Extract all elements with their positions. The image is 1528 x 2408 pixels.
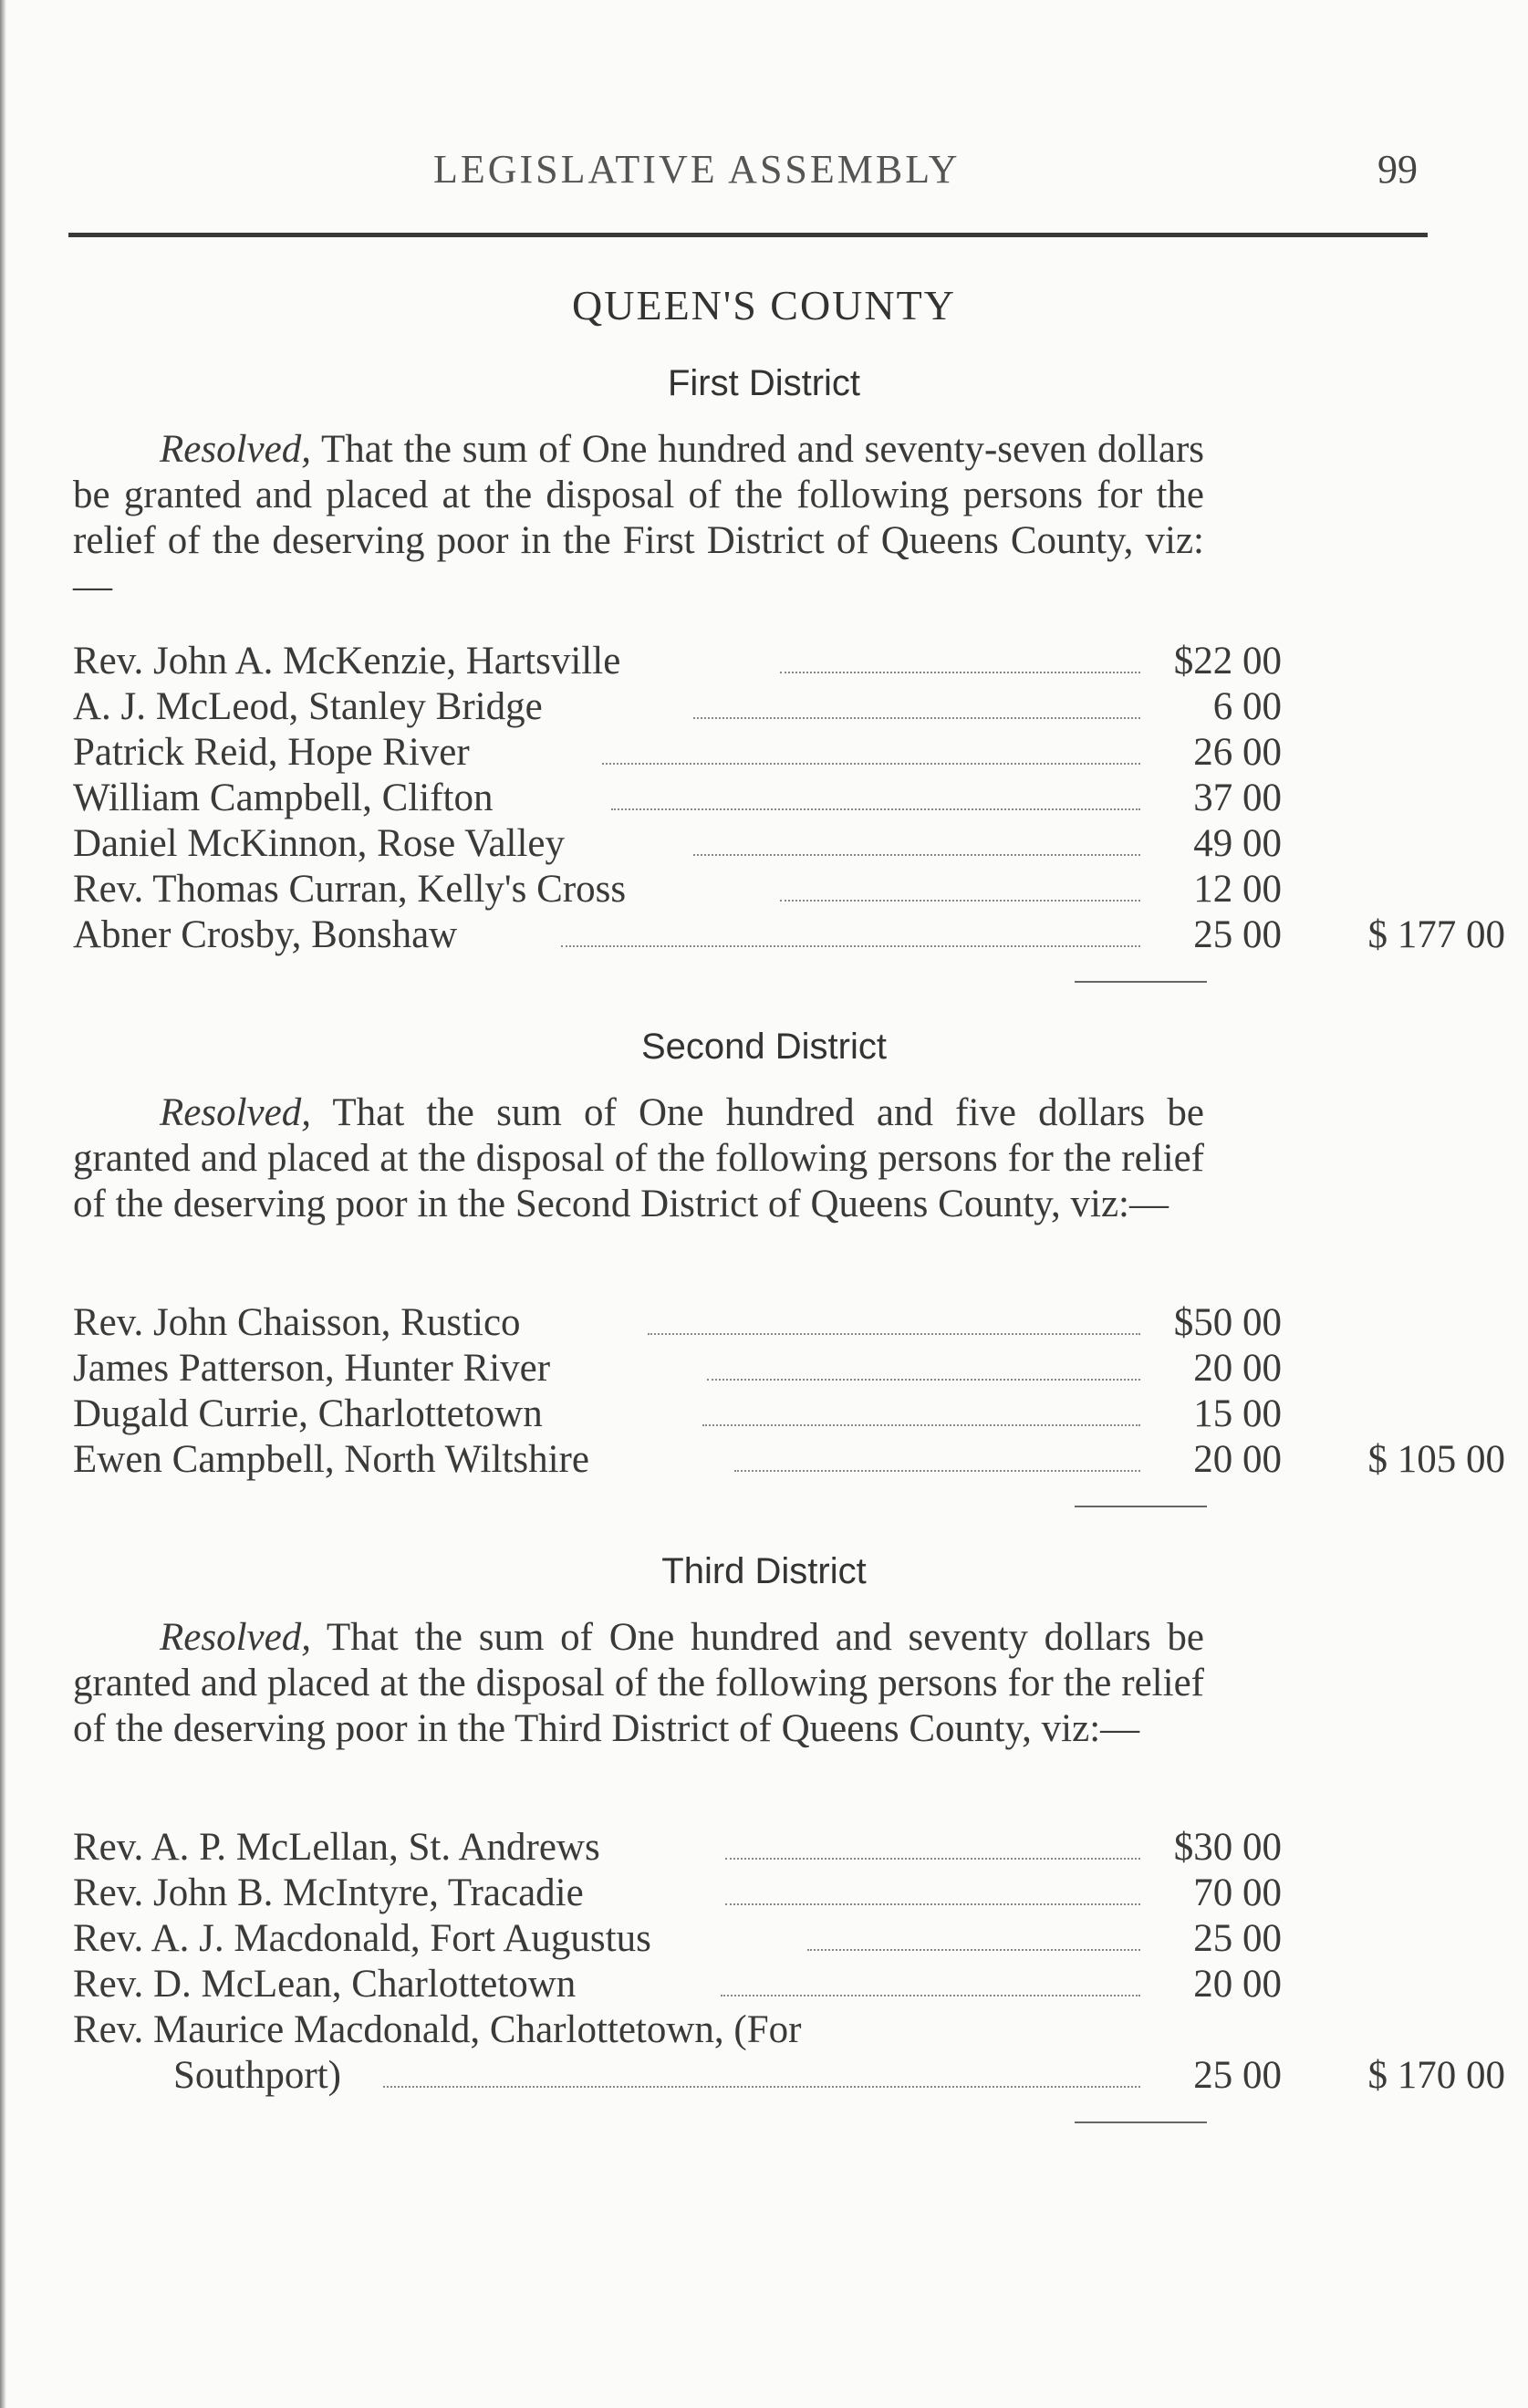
grant-recipient: Rev. John A. McKenzie, Hartsville xyxy=(73,640,621,683)
grant-amount: 12 00 xyxy=(1193,868,1282,911)
grant-recipient: Rev. Maurice Macdonald, Charlottetown, (For xyxy=(73,2008,802,2051)
table-row xyxy=(73,684,1441,730)
header-rule xyxy=(68,233,1428,237)
grant-amount: 26 00 xyxy=(1193,731,1282,774)
subtotal-rule xyxy=(1075,2121,1207,2123)
grant-amount: 15 00 xyxy=(1193,1392,1282,1435)
table-row xyxy=(73,1346,1441,1392)
table-row xyxy=(73,1916,1441,1962)
table-row xyxy=(73,821,1441,867)
page-number: 99 xyxy=(1377,147,1418,192)
grant-amount: 6 00 xyxy=(1212,685,1282,728)
table-row xyxy=(73,1825,1441,1871)
table-row xyxy=(73,867,1441,912)
dot-leader xyxy=(693,854,1140,856)
table-row xyxy=(73,730,1441,776)
grant-amount: 25 00 xyxy=(1193,913,1282,956)
grant-amount: 25 00 xyxy=(1193,2054,1282,2097)
resolution-text: That the sum of One hundred and five dollars be granted and placed at the disposal of the following persons for the relief of the deserving poor in the Second District of Queens County, viz:— xyxy=(73,1091,1204,1225)
grant-recipient: Abner Crosby, Bonshaw xyxy=(73,913,458,956)
dot-leader xyxy=(602,763,1140,765)
grant-recipient-continuation: Southport) xyxy=(173,2054,341,2097)
subtotal-rule xyxy=(1075,1506,1207,1507)
grant-recipient: Dugald Currie, Charlottetown xyxy=(73,1392,543,1435)
grant-amount: 37 00 xyxy=(1193,777,1282,819)
resolution-paragraph xyxy=(73,427,1204,610)
grant-amount: 20 00 xyxy=(1193,1438,1282,1481)
dot-leader xyxy=(707,1379,1140,1381)
district-title: First District xyxy=(667,363,861,403)
dot-leader xyxy=(383,2086,1140,2088)
grant-amount: 49 00 xyxy=(1193,822,1282,865)
dot-leader xyxy=(611,808,1140,810)
grant-recipient: Rev. D. McLean, Charlottetown xyxy=(73,1963,577,2006)
dot-leader xyxy=(693,717,1140,719)
dot-leader xyxy=(648,1333,1140,1335)
table-row xyxy=(73,1392,1441,1437)
district-title: Second District xyxy=(641,1027,887,1067)
grant-recipient: Daniel McKinnon, Rose Valley xyxy=(73,822,566,865)
district-title: Third District xyxy=(661,1551,867,1591)
grant-amount: 70 00 xyxy=(1193,1871,1282,1914)
grant-amount: $22 00 xyxy=(1173,640,1282,683)
county-title: QUEEN'S COUNTY xyxy=(572,282,956,328)
grant-amount: $50 00 xyxy=(1173,1301,1282,1344)
resolution-lead: Resolved, xyxy=(160,1091,311,1134)
resolution-paragraph xyxy=(73,1615,1204,1752)
table-row xyxy=(73,912,1505,958)
table-row xyxy=(73,639,1441,684)
grant-amount: 20 00 xyxy=(1193,1963,1282,2006)
district-total: $ 177 00 xyxy=(1367,913,1505,956)
district-total: $ 105 00 xyxy=(1367,1438,1505,1481)
table-row xyxy=(73,2053,1505,2099)
grant-recipient: Ewen Campbell, North Wiltshire xyxy=(73,1438,589,1481)
grant-recipient: James Patterson, Hunter River xyxy=(73,1347,551,1390)
resolution-lead: Resolved, xyxy=(160,428,311,471)
dot-leader xyxy=(702,1424,1140,1426)
resolution-lead: Resolved, xyxy=(160,1616,311,1659)
district-total: $ 170 00 xyxy=(1367,2054,1505,2097)
page-header xyxy=(0,137,1528,201)
grant-recipient: A. J. McLeod, Stanley Bridge xyxy=(73,685,543,728)
resolution-text: That the sum of One hundred and seventy-seven dollars be granted and placed at the disposal of the following persons for the relief of the deserving poor in the First District of Queens County, viz:— xyxy=(73,428,1204,608)
grant-recipient: Rev. Thomas Curran, Kelly's Cross xyxy=(73,868,627,911)
running-title: LEGISLATIVE ASSEMBLY xyxy=(433,147,961,192)
table-row xyxy=(73,1437,1505,1483)
grant-amount: 20 00 xyxy=(1193,1347,1282,1390)
grant-recipient: Patrick Reid, Hope River xyxy=(73,731,470,774)
subtotal-rule xyxy=(1075,981,1207,983)
grant-recipient: William Campbell, Clifton xyxy=(73,777,494,819)
table-row xyxy=(73,776,1441,821)
page-binding-edge xyxy=(0,0,6,2408)
table-row xyxy=(73,2007,1441,2053)
resolution-paragraph xyxy=(73,1090,1204,1227)
table-row xyxy=(73,1871,1441,1916)
table-row xyxy=(73,1962,1441,2007)
dot-leader xyxy=(561,945,1140,947)
grant-amount: $30 00 xyxy=(1173,1826,1282,1869)
grant-amount: 25 00 xyxy=(1193,1917,1282,1960)
table-row xyxy=(73,1300,1441,1346)
grant-recipient: Rev. A. J. Macdonald, Fort Augustus xyxy=(73,1917,651,1960)
grant-recipient: Rev. John B. McIntyre, Tracadie xyxy=(73,1871,584,1914)
grant-recipient: Rev. A. P. McLellan, St. Andrews xyxy=(73,1826,600,1869)
grant-recipient: Rev. John Chaisson, Rustico xyxy=(73,1301,521,1344)
resolution-text: That the sum of One hundred and seventy dollars be granted and placed at the disposal of the following persons for the relief of the deserving poor in the Third District of Queens County, viz:— xyxy=(73,1616,1204,1750)
